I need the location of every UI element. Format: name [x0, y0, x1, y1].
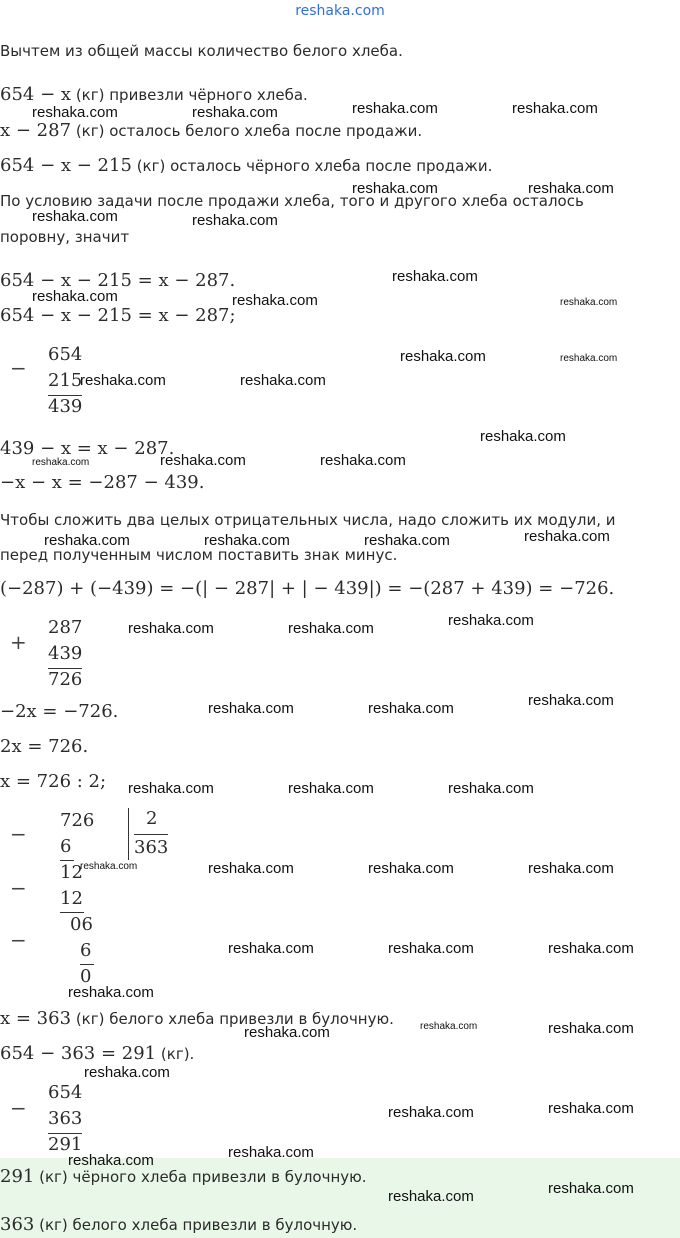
- watermark: reshaka.com: [548, 940, 634, 957]
- watermark: reshaka.com: [32, 457, 90, 468]
- watermark: reshaka.com: [560, 353, 618, 364]
- watermark: reshaka.com: [528, 180, 614, 197]
- watermark: reshaka.com: [192, 104, 278, 121]
- watermark: reshaka.com: [400, 348, 486, 365]
- watermark: reshaka.com: [160, 452, 246, 469]
- text-line: По условию задачи после продажи хлеба, того и другого хлеба осталось: [0, 192, 584, 210]
- text-fragment: (кг).: [160, 1045, 195, 1063]
- plus-sign: +: [10, 630, 27, 654]
- watermark: reshaka.com: [448, 612, 534, 629]
- watermark: reshaka.com: [528, 860, 614, 877]
- watermark: reshaka.com: [368, 860, 454, 877]
- watermark: reshaka.com: [80, 372, 166, 389]
- watermark: reshaka.com: [32, 208, 118, 225]
- math-expression: 654 − x: [0, 84, 72, 105]
- math-expression: 654 − x − 215: [0, 155, 132, 176]
- division-line: [60, 860, 74, 861]
- watermark: reshaka.com: [244, 1024, 330, 1041]
- watermark: reshaka.com: [388, 1188, 474, 1205]
- watermark: reshaka.com: [352, 100, 438, 117]
- division-remainder: 0: [80, 966, 92, 987]
- watermark: reshaka.com: [204, 532, 290, 549]
- divisor: 2: [146, 808, 158, 829]
- watermark: reshaka.com: [32, 104, 118, 121]
- watermark: reshaka.com: [368, 700, 454, 717]
- watermark: reshaka.com: [288, 620, 374, 637]
- column-number: 654: [48, 344, 83, 365]
- watermark: reshaka.com: [560, 297, 618, 308]
- division-step: 06: [70, 914, 93, 935]
- division-step: 12: [60, 888, 83, 909]
- watermark: reshaka.com: [68, 1152, 154, 1169]
- division-step: 6: [80, 940, 92, 961]
- watermark: reshaka.com: [392, 268, 478, 285]
- watermark: reshaka.com: [320, 452, 406, 469]
- text-fragment: (кг) осталось белого хлеба после продажи.: [75, 122, 423, 140]
- watermark: reshaka.com: [32, 288, 118, 305]
- column-number: 439: [48, 643, 83, 664]
- watermark: reshaka.com: [528, 692, 614, 709]
- watermark: reshaka.com: [448, 780, 534, 797]
- text-line: Чтобы сложить два целых отрицательных числа, надо сложить их модули, и: [0, 511, 616, 529]
- column-result: 291: [48, 1134, 83, 1155]
- text-line: Вычтем из общей массы количество белого хлеба.: [0, 42, 403, 60]
- watermark: reshaka.com: [44, 532, 130, 549]
- divisor-line: [134, 834, 168, 835]
- equation: 439 − x = x − 287.: [0, 438, 175, 459]
- column-number: 363: [48, 1108, 83, 1129]
- watermark: reshaka.com: [228, 1144, 314, 1161]
- math-expression: 654 − 363 = 291: [0, 1043, 157, 1064]
- text-line: перед полученным числом поставить знак минус.: [0, 546, 398, 564]
- watermark: reshaka.com: [128, 780, 214, 797]
- column-number: 654: [48, 1082, 83, 1103]
- answer-text: (кг) чёрного хлеба привезли в булочную.: [39, 1168, 367, 1186]
- division-line: [60, 912, 84, 913]
- watermark: reshaka.com: [240, 372, 326, 389]
- minus-sign: −: [10, 876, 27, 900]
- watermark: reshaka.com: [232, 292, 318, 309]
- math-line: [0, 1008, 394, 1029]
- math-expression: x − 287: [0, 120, 72, 141]
- watermark: reshaka.com: [128, 620, 214, 637]
- answer-line: [0, 1166, 367, 1187]
- watermark: reshaka.com: [548, 1100, 634, 1117]
- answer-text: (кг) белого хлеба привезли в булочную.: [39, 1216, 358, 1234]
- minus-sign: −: [10, 1096, 27, 1120]
- column-number: 215: [48, 370, 83, 391]
- watermark: reshaka.com: [228, 940, 314, 957]
- column-result: 439: [48, 396, 83, 417]
- text-fragment: (кг) белого хлеба привезли в булочную.: [75, 1010, 394, 1028]
- watermark: reshaka.com: [420, 1021, 478, 1032]
- minus-sign: −: [10, 928, 27, 952]
- minus-sign: −: [10, 356, 27, 380]
- site-header-link[interactable]: reshaka.com: [295, 3, 385, 19]
- division-line: [80, 964, 94, 965]
- answer-number: 363: [0, 1214, 35, 1235]
- math-line: [0, 1043, 194, 1064]
- watermark: reshaka.com: [80, 861, 138, 872]
- text-fragment: (кг) осталось чёрного хлеба после продажи.: [136, 157, 493, 175]
- watermark: reshaka.com: [208, 700, 294, 717]
- watermark: reshaka.com: [68, 984, 154, 1001]
- equation: 654 − x − 215 = x − 287.: [0, 270, 236, 291]
- division-step: 6: [60, 836, 72, 857]
- quotient: 363: [134, 837, 169, 858]
- watermark: reshaka.com: [388, 940, 474, 957]
- watermark: reshaka.com: [288, 780, 374, 797]
- dividend: 726: [60, 810, 95, 831]
- watermark: reshaka.com: [548, 1020, 634, 1037]
- math-line: [0, 120, 422, 141]
- equation: −2x = −726.: [0, 701, 119, 722]
- math-line: [0, 84, 308, 105]
- text-fragment: (кг) привезли чёрного хлеба.: [75, 86, 308, 104]
- answer-line: [0, 1214, 357, 1235]
- watermark: reshaka.com: [364, 532, 450, 549]
- watermark: reshaka.com: [352, 180, 438, 197]
- watermark: reshaka.com: [192, 212, 278, 229]
- watermark: reshaka.com: [84, 1064, 170, 1081]
- watermark: reshaka.com: [548, 1180, 634, 1197]
- division-step: 12: [60, 862, 83, 883]
- equation: 654 − x − 215 = x − 287;: [0, 305, 236, 326]
- column-number: 287: [48, 617, 83, 638]
- watermark: reshaka.com: [388, 1104, 474, 1121]
- equation: x = 726 : 2;: [0, 771, 107, 792]
- watermark: reshaka.com: [480, 428, 566, 445]
- math-expression: x = 363: [0, 1008, 72, 1029]
- watermark: reshaka.com: [208, 860, 294, 877]
- answer-number: 291: [0, 1166, 35, 1187]
- division-bar: [128, 808, 129, 860]
- column-result: 726: [48, 669, 83, 690]
- minus-sign: −: [10, 822, 27, 846]
- math-line: [0, 155, 492, 176]
- watermark: reshaka.com: [524, 528, 610, 545]
- watermark: reshaka.com: [512, 100, 598, 117]
- equation: (−287) + (−439) = −(| − 287| + | − 439|) = −(287 + 439) = −726.: [0, 578, 615, 599]
- equation: −x − x = −287 − 439.: [0, 472, 205, 493]
- text-line: поровну, значит: [0, 228, 130, 246]
- equation: 2x = 726.: [0, 736, 89, 757]
